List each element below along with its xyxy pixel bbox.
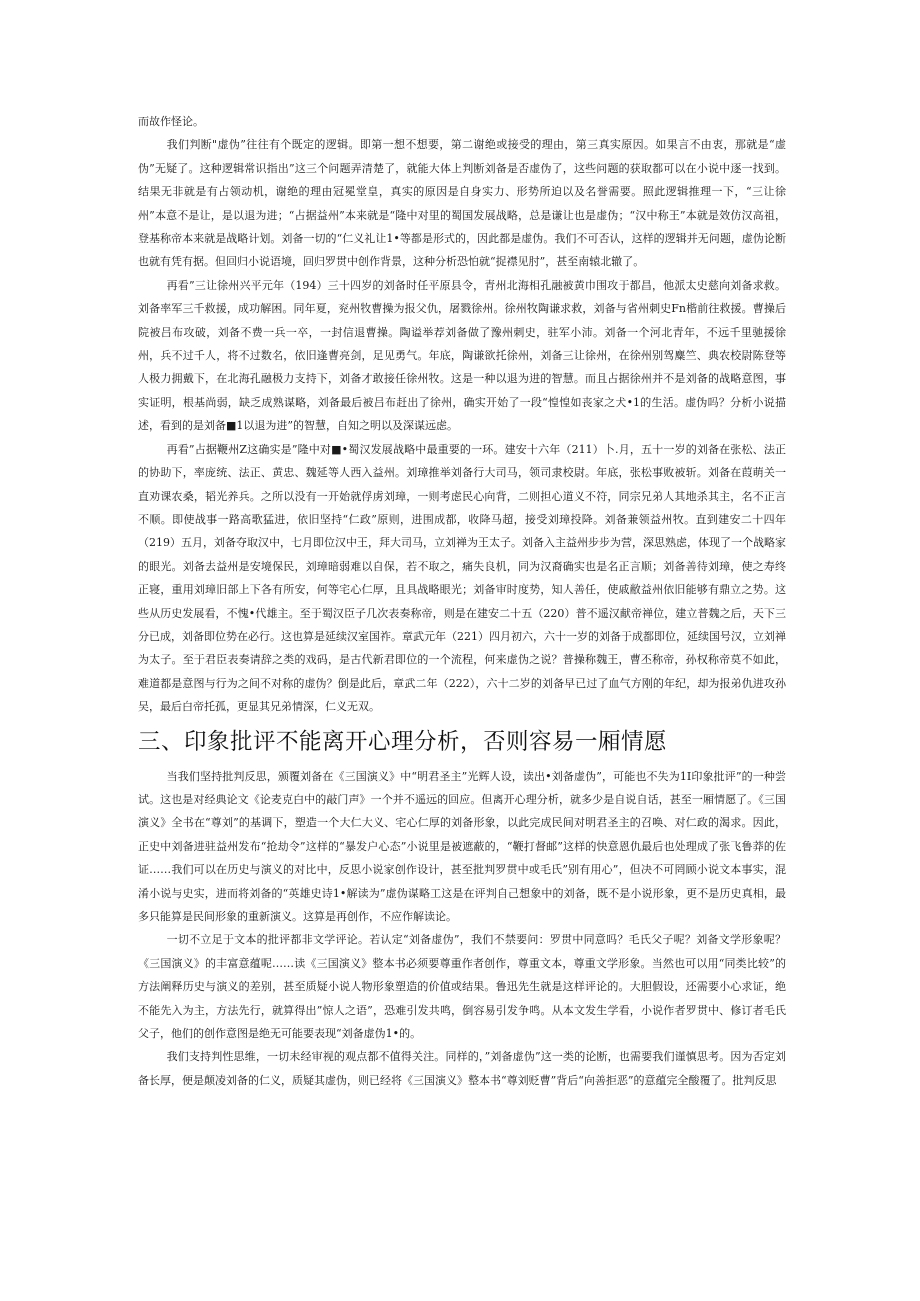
paragraph: 当我们坚持批判反思，颁覆刘备在《三国演义》中“明君圣主”光辉人设，读出•刘备虚伪”，可能也不失为1I印象批评”的一种尝试。这也是对经典论文《论麦克白中的敲门声》一个并不遥远的回应。但离开心理分析，就多少是自说自话，甚至一厢情愿了。《三国演义》全书在“尊刘”的基调下，塑造一个大仁大义、宅心仁厚的刘备形象，以此完成民间对明君圣主的召唤、对仁政的渴求。因此，正史中刘备进驻益州发布“抢劫令”这样的“暴发户心态”小说里是被遮蔽的，“鞭打督邮”这样的快意恩仇最后也处理成了张飞鲁莽的佐证……我们可以在历史与演义的对比中，反思小说家创作设计，甚至批判罗贯中或毛氏”别有用心”，但决不可罔顾小说文本事实，混淆小说与史实，进而将刘备的“英雄史诗1•解读为”虚伪谋略工这是在评判自己想象中的刘备，既不是小说形象，更不是历史真相，最多只能算是民间形象的重新演义。这算是再创作，不应作解读论。 — [138, 769, 786, 923]
paragraph: 再看”占据鞭州Z这确实是”隆中对■•蜀汉发展战略中最重要的一环。建安十六年（211）卜.月，五十一岁的刘备在张松、法正的协助下，率庞统、法正、黄忠、魏延等人西入益州。刘璋推举刘备行大司马，领司隶校尉。年底，张松事败被斩。刘备在葭萌关一直劝课农桑，韬光养兵。之所以没有一开始就俘虏刘璋，一则考虑民心向背，二则担心道义不符，同宗兄弟人其地杀其主，名不正言不顺。即使战事一路高歌猛进，依旧坚持“仁政”原则，进围成都，收降马超，接受刘璋投降。刘备兼领益州牧。直到建安二十四年（219）五月，刘备夺取汉中，七月即位汉中王，拜大司马，立刘禅为王太子。刘备入主益州步步为营，深思熟虑，体现了一个战略家的眼光。刘备去益州是安境保民，刘璋暗弱难以自保，若不取之，痛失良机，同为汉裔确实也是名正言顺；刘备善待刘璋，使之寿终正寝，重用刘璋旧部上下各有所安，何等宅心仁厚，且具战略眼光；刘备审时度势，知人善任，使戚敝益州依旧能够有鼎立之势。这些从历史发展看，不愧•代雄主。至于蜀汉臣子几次表奏称帝，则是在建安二十五（220）普不遥汉献帝禅位，建立普魏之后，天下三分已成，刘备即位势在必行。这也算是延续汉室国祚。章武元年（221）四月初六，六十一岁的刘备于成都即位，延续国号汉，立刘禅为太子。至于君臣表奏请辞之类的戏码，是古代新君即位的一个流程，何来虚伪之说？普操称魏王，曹丕称帝，孙权称帝莫不如此，难道都是意图与行为之间不对称的虚伪？倒是此后，章武二年（222），六十二岁的刘备早已过了血气方刚的年纪，却为报弟仇进攻孙吴，最后白帝托孤，更显其兄弟情深，仁义无双。 — [138, 442, 786, 714]
paragraph: 我们判断"虚伪”往往有个既定的逻辑。即第一想不想要，第二谢绝或接受的理由，第三真实原因。如果言不由衷，那就是“虚伪”无疑了。这种逻辑常识指出”这三个问题弄清楚了，就能大体上判断刘备是否虚伪了，这些问题的获取都可以在小说中逐一找到。结果无非就是有占领动机，谢绝的理由冠冕堂皇，真实的原因是自身实力、形势所迫以及名誉需要。照此逻辑推理一下，“三让徐州”本意不是让，是以退为进；“占据益州”本来就是“隆中对里的蜀国发展战略，总是谦让也是虚伪；“汉中称王”本就是效仿汉高祖，登基称帝本来就是战略计划。刘备一切的“仁义礼让1•等都是形式的，因此都是虚伪。我们不可否认，这样的逻辑并无问题，虚伪论断也就有凭有据。但回归小说语境，回归罗贯中创作背景，这种分析恐怕就“捉襟见肘”，甚至南辕北辙了。 — [138, 138, 786, 269]
paragraph: 再看”三让徐州兴平元年（194）三十四岁的刘备时任平原县令，青州北海相孔融被黄巾围攻于都昌，他派太史慈向刘备求救。刘备率军三千救援，成功解困。同年夏，兖州牧曹操为报父仇，屠戮徐州。徐州牧陶谦求救，刘备与省州刺史Fn楷前往救援。曹操后院被吕布攻破，刘备不费一兵一卒，一封信退曹操。陶谥举荐刘备做了豫州刺史，驻军小沛。刘备一个河北青年，不远千里驰援徐州，兵不过千人，将不过数名，依旧逢曹亮剑，足见勇气。年底，陶谦欲托徐州，刘备三让徐州，在徐州别驾麋竺、典农校尉陈登等人极力拥戴下，在北海孔融极力支持下，刘备才敢接任徐州牧。这是一种以退为进的智慧。而且占据徐州并不是刘备的战略意图，事实证明，根基尚弱，缺乏成熟谋略，刘备最后被吕布赶出了徐州，确实开始了一段“惶惶如丧家之犬•1的生活。虚伪吗？分析小说描述，看到的是刘备■1以退为进”的智慧，自知之明以及深谋远虑。 — [138, 278, 786, 433]
section-heading: 三、印象批评不能离开心理分析，否则容易一厢情愿 — [138, 728, 668, 755]
paragraph: 一切不立足于文本的批评都非文学评论。若认定“刘备虚伪”，我们不禁要问：罗贯中同意吗？毛氏父子呢？刘备文学形象呢？《三国演义》的丰富意蕴呢……读《三国演义》整本书必须要尊重作者创作，尊重文本，尊重文学形象。当然也可以用“同类比较”的方法阐释历史与演义的差别，甚至质疑小说人物形象塑造的价值或结果。鲁迅先生就是这样评论的。大胆假设，还需要小心求证，绝不能先入为主，方法先行，就算得出”惊人之语”，恐难引发共鸣，倒容易引发争鸣。从本文发生学看，小说作者罗贯中、修订者毛氏父子，他们的创作意图是绝无可能要表现“刘备虚伪1•的。 — [138, 933, 786, 1041]
paragraph: 我们支持判性思维，一切未经审视的观点都不值得关注。同样的，”刘备虚伪”这一类的论断，也需要我们谨慎思考。因为否定刘备长厚，便是颠凌刘备的仁义，质疑其虚伪，则已经将《三国演义》整本书“尊刘贬曹”背后“向善拒恶”的意蕴完全酸覆了。批判反思 — [138, 1050, 786, 1087]
paragraph: 而故作怪论。 — [138, 115, 204, 128]
document-page — [138, 110, 786, 1092]
